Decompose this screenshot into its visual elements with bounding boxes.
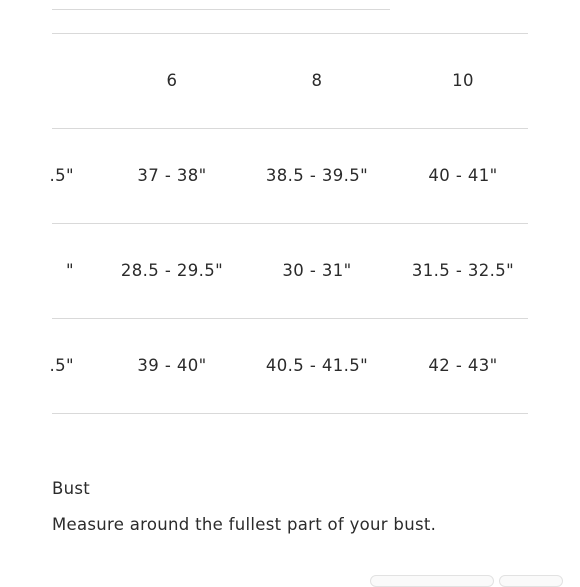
header-cell-size-8: 8 <box>311 71 323 90</box>
table-cell: 30 - 31" <box>282 261 352 280</box>
table-cell: 40.5 - 41.5" <box>265 356 369 375</box>
size-chart-table <box>49 33 528 414</box>
table-cell: 31.5 - 32.5" <box>411 261 515 280</box>
table-cell: 40 - 41" <box>428 166 498 185</box>
measurement-description: Measure around the fullest part of your bust. <box>52 515 437 534</box>
table-header-row <box>52 33 528 128</box>
table-cell: " <box>66 261 74 280</box>
table-cell: 38.5 - 39.5" <box>265 166 369 185</box>
header-cell-size-10: 10 <box>452 71 474 90</box>
table-cell: 28.5 - 29.5" <box>120 261 224 280</box>
button-edge[interactable] <box>499 575 563 587</box>
table-row <box>49 128 528 223</box>
table-cell: 37 - 38" <box>137 166 207 185</box>
top-divider <box>52 9 390 10</box>
table-cell: .5" <box>49 356 74 375</box>
table-cell: 42 - 43" <box>428 356 498 375</box>
header-cell-size-6: 6 <box>166 71 178 90</box>
table-row <box>49 318 528 414</box>
header-cell <box>0 34 74 128</box>
table-row <box>52 223 528 318</box>
button-edge[interactable] <box>370 575 494 587</box>
table-cell: 39 - 40" <box>137 356 207 375</box>
measurement-title: Bust <box>52 479 91 498</box>
table-cell: .5" <box>49 166 74 185</box>
